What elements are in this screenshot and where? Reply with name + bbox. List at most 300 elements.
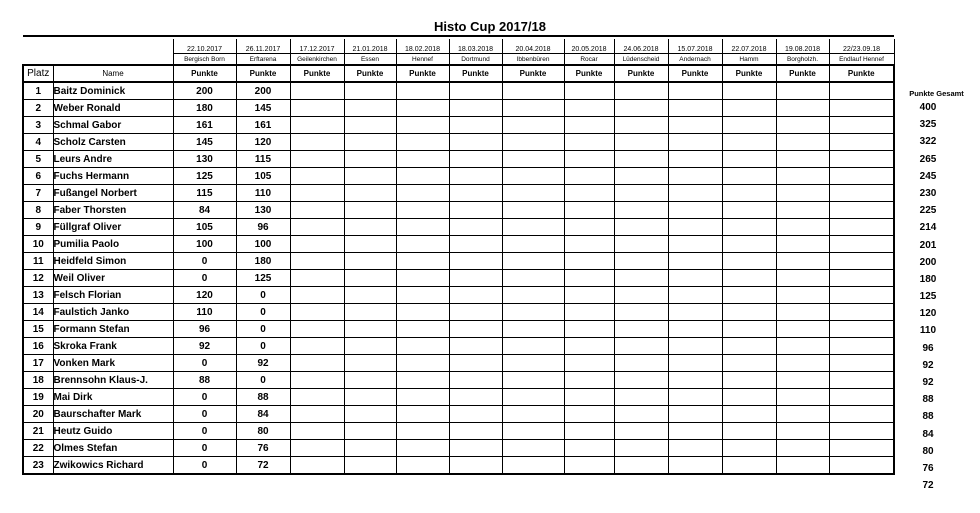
empty-points-cell: [564, 236, 614, 253]
event-date: 20.04.2018: [502, 39, 564, 54]
empty-points-cell: [614, 440, 668, 457]
total-points-header: Punkte Gesamt: [909, 89, 964, 98]
points-cell: 0: [173, 355, 236, 372]
empty-points-cell: [614, 372, 668, 389]
rank-cell: 21: [23, 423, 53, 440]
event-venue: Hamm: [722, 54, 776, 66]
empty-points-cell: [396, 321, 449, 338]
name-cell: Mai Dirk: [53, 389, 173, 406]
name-cell: Vonken Mark: [53, 355, 173, 372]
event-date: 26.11.2017: [236, 39, 290, 54]
empty-points-cell: [449, 185, 502, 202]
empty-points-cell: [829, 355, 894, 372]
empty-points-cell: [290, 219, 344, 236]
empty-points-cell: [344, 219, 396, 236]
empty-points-cell: [829, 134, 894, 151]
empty-points-cell: [344, 287, 396, 304]
total-points-value: 76: [922, 462, 934, 474]
empty-points-cell: [722, 372, 776, 389]
punkte-header: Punkte: [614, 65, 668, 82]
event-date: 18.03.2018: [449, 39, 502, 54]
empty-points-cell: [396, 117, 449, 134]
points-cell: 100: [173, 236, 236, 253]
empty-points-cell: [722, 406, 776, 423]
empty-points-cell: [564, 253, 614, 270]
empty-points-cell: [344, 304, 396, 321]
empty-points-cell: [564, 82, 614, 100]
empty-points-cell: [344, 117, 396, 134]
table-row: [23, 100, 894, 117]
empty-points-cell: [776, 82, 829, 100]
empty-points-cell: [290, 406, 344, 423]
empty-points-cell: [614, 151, 668, 168]
total-points-value: 110: [919, 325, 937, 337]
empty-points-cell: [776, 406, 829, 423]
points-cell: 0: [236, 321, 290, 338]
points-cell: 88: [236, 389, 290, 406]
event-date: 17.12.2017: [290, 39, 344, 54]
empty-points-cell: [564, 219, 614, 236]
event-date: 21.01.2018: [344, 39, 396, 54]
empty-points-cell: [344, 440, 396, 457]
empty-points-cell: [502, 270, 564, 287]
empty-points-cell: [344, 185, 396, 202]
empty-points-cell: [564, 321, 614, 338]
punkte-header: Punkte: [396, 65, 449, 82]
empty-points-cell: [776, 287, 829, 304]
empty-points-cell: [564, 355, 614, 372]
table-row: [23, 236, 894, 253]
empty-points-cell: [396, 406, 449, 423]
empty-points-cell: [396, 372, 449, 389]
empty-points-cell: [449, 321, 502, 338]
empty-points-cell: [776, 440, 829, 457]
empty-points-cell: [829, 151, 894, 168]
empty-points-cell: [290, 202, 344, 219]
empty-points-cell: [564, 457, 614, 475]
name-cell: Faber Thorsten: [53, 202, 173, 219]
empty-points-cell: [502, 236, 564, 253]
points-cell: 161: [236, 117, 290, 134]
empty-points-cell: [776, 253, 829, 270]
empty-points-cell: [502, 440, 564, 457]
empty-points-cell: [722, 457, 776, 475]
total-points-value: 214: [919, 222, 937, 234]
rank-cell: 16: [23, 338, 53, 355]
empty-points-cell: [668, 287, 722, 304]
empty-points-cell: [449, 304, 502, 321]
event-date: 22.10.2017: [173, 39, 236, 54]
empty-points-cell: [564, 168, 614, 185]
table-row: [23, 253, 894, 270]
table-row: [23, 338, 894, 355]
empty-points-cell: [502, 82, 564, 100]
table-row: [23, 117, 894, 134]
empty-points-cell: [290, 338, 344, 355]
table-row: [23, 202, 894, 219]
rank-cell: 3: [23, 117, 53, 134]
name-cell: Heidfeld Simon: [53, 253, 173, 270]
event-date: 24.06.2018: [614, 39, 668, 54]
points-cell: 0: [173, 270, 236, 287]
spacer: [23, 39, 173, 54]
empty-points-cell: [668, 185, 722, 202]
rank-cell: 15: [23, 321, 53, 338]
empty-points-cell: [829, 117, 894, 134]
empty-points-cell: [776, 185, 829, 202]
empty-points-cell: [564, 151, 614, 168]
event-venue: Dortmund: [449, 54, 502, 66]
total-points-value: 180: [919, 273, 937, 285]
empty-points-cell: [344, 406, 396, 423]
empty-points-cell: [290, 100, 344, 117]
empty-points-cell: [344, 423, 396, 440]
empty-points-cell: [614, 236, 668, 253]
empty-points-cell: [614, 287, 668, 304]
empty-points-cell: [502, 457, 564, 475]
event-venue: Rocar: [564, 54, 614, 66]
empty-points-cell: [614, 355, 668, 372]
empty-points-cell: [396, 338, 449, 355]
rank-cell: 2: [23, 100, 53, 117]
name-cell: Fußangel Norbert: [53, 185, 173, 202]
table-row: [23, 440, 894, 457]
empty-points-cell: [564, 134, 614, 151]
empty-points-cell: [614, 82, 668, 100]
event-venue: Erftarena: [236, 54, 290, 66]
total-points-value: 265: [919, 153, 937, 165]
empty-points-cell: [344, 321, 396, 338]
empty-points-cell: [344, 151, 396, 168]
punkte-header: Punkte: [564, 65, 614, 82]
empty-points-cell: [776, 372, 829, 389]
empty-points-cell: [668, 253, 722, 270]
empty-points-cell: [668, 168, 722, 185]
empty-points-cell: [449, 202, 502, 219]
empty-points-cell: [829, 457, 894, 475]
empty-points-cell: [668, 82, 722, 100]
empty-points-cell: [829, 389, 894, 406]
empty-points-cell: [290, 287, 344, 304]
empty-points-cell: [776, 236, 829, 253]
empty-points-cell: [290, 321, 344, 338]
empty-points-cell: [614, 117, 668, 134]
empty-points-cell: [449, 270, 502, 287]
total-points-value: 125: [919, 291, 937, 303]
empty-points-cell: [396, 82, 449, 100]
empty-points-cell: [449, 372, 502, 389]
name-cell: Faulstich Janko: [53, 304, 173, 321]
empty-points-cell: [722, 82, 776, 100]
name-cell: Brennsohn Klaus-J.: [53, 372, 173, 389]
rank-cell: 10: [23, 236, 53, 253]
points-cell: 110: [173, 304, 236, 321]
points-cell: 80: [236, 423, 290, 440]
empty-points-cell: [502, 100, 564, 117]
points-cell: 161: [173, 117, 236, 134]
name-header: Name: [53, 65, 173, 82]
rank-cell: 11: [23, 253, 53, 270]
name-cell: Formann Stefan: [53, 321, 173, 338]
empty-points-cell: [722, 423, 776, 440]
empty-points-cell: [829, 321, 894, 338]
event-date-row: [23, 39, 894, 54]
empty-points-cell: [668, 355, 722, 372]
empty-points-cell: [722, 134, 776, 151]
punkte-header: Punkte: [173, 65, 236, 82]
empty-points-cell: [344, 457, 396, 475]
empty-points-cell: [290, 82, 344, 100]
empty-points-cell: [722, 321, 776, 338]
event-date: 22/23.09.18: [829, 39, 894, 54]
empty-points-cell: [776, 304, 829, 321]
points-cell: 105: [173, 219, 236, 236]
empty-points-cell: [290, 117, 344, 134]
empty-points-cell: [722, 389, 776, 406]
total-points-value: 120: [919, 308, 937, 320]
empty-points-cell: [449, 151, 502, 168]
total-points-value: 322: [919, 136, 937, 148]
points-cell: 200: [236, 82, 290, 100]
points-cell: 120: [173, 287, 236, 304]
empty-points-cell: [564, 117, 614, 134]
empty-points-cell: [668, 100, 722, 117]
table-row: [23, 287, 894, 304]
empty-points-cell: [502, 151, 564, 168]
empty-points-cell: [290, 253, 344, 270]
event-venue-row: [23, 54, 894, 66]
empty-points-cell: [668, 236, 722, 253]
empty-points-cell: [776, 202, 829, 219]
empty-points-cell: [449, 355, 502, 372]
empty-points-cell: [564, 440, 614, 457]
rank-cell: 8: [23, 202, 53, 219]
empty-points-cell: [344, 236, 396, 253]
empty-points-cell: [396, 236, 449, 253]
punkte-header: Punkte: [236, 65, 290, 82]
table-row: [23, 406, 894, 423]
empty-points-cell: [290, 457, 344, 475]
empty-points-cell: [449, 100, 502, 117]
empty-points-cell: [614, 100, 668, 117]
empty-points-cell: [564, 304, 614, 321]
empty-points-cell: [290, 304, 344, 321]
empty-points-cell: [344, 82, 396, 100]
empty-points-cell: [614, 406, 668, 423]
empty-points-cell: [564, 270, 614, 287]
event-date: 22.07.2018: [722, 39, 776, 54]
rank-cell: 18: [23, 372, 53, 389]
event-venue: Geilenkirchen: [290, 54, 344, 66]
empty-points-cell: [396, 219, 449, 236]
empty-points-cell: [614, 338, 668, 355]
empty-points-cell: [449, 236, 502, 253]
table-row: [23, 270, 894, 287]
empty-points-cell: [776, 219, 829, 236]
rank-cell: 23: [23, 457, 53, 475]
total-points-value: 80: [922, 445, 934, 457]
empty-points-cell: [829, 219, 894, 236]
points-cell: 125: [173, 168, 236, 185]
points-cell: 145: [173, 134, 236, 151]
empty-points-cell: [722, 287, 776, 304]
empty-points-cell: [668, 372, 722, 389]
table-row: [23, 82, 894, 100]
empty-points-cell: [668, 423, 722, 440]
empty-points-cell: [290, 270, 344, 287]
empty-points-cell: [290, 185, 344, 202]
name-cell: Scholz Carsten: [53, 134, 173, 151]
table-row: [23, 389, 894, 406]
empty-points-cell: [829, 372, 894, 389]
points-cell: 115: [173, 185, 236, 202]
total-points-value: 88: [922, 394, 934, 406]
empty-points-cell: [344, 355, 396, 372]
empty-points-cell: [722, 253, 776, 270]
points-cell: 0: [173, 253, 236, 270]
points-cell: 0: [236, 338, 290, 355]
empty-points-cell: [614, 270, 668, 287]
empty-points-cell: [776, 321, 829, 338]
empty-points-cell: [614, 457, 668, 475]
empty-points-cell: [614, 304, 668, 321]
empty-points-cell: [396, 270, 449, 287]
empty-points-cell: [396, 168, 449, 185]
empty-points-cell: [614, 321, 668, 338]
empty-points-cell: [668, 389, 722, 406]
empty-points-cell: [502, 185, 564, 202]
points-cell: 130: [236, 202, 290, 219]
empty-points-cell: [344, 100, 396, 117]
empty-points-cell: [829, 168, 894, 185]
name-cell: Olmes Stefan: [53, 440, 173, 457]
empty-points-cell: [829, 270, 894, 287]
empty-points-cell: [722, 355, 776, 372]
points-cell: 110: [236, 185, 290, 202]
name-cell: Fuchs Hermann: [53, 168, 173, 185]
empty-points-cell: [829, 423, 894, 440]
empty-points-cell: [668, 270, 722, 287]
total-points-column: [893, 99, 963, 494]
empty-points-cell: [668, 440, 722, 457]
empty-points-cell: [722, 202, 776, 219]
points-cell: 96: [236, 219, 290, 236]
empty-points-cell: [396, 423, 449, 440]
rank-cell: 14: [23, 304, 53, 321]
name-cell: Felsch Florian: [53, 287, 173, 304]
points-cell: 92: [173, 338, 236, 355]
empty-points-cell: [564, 389, 614, 406]
empty-points-cell: [776, 457, 829, 475]
empty-points-cell: [502, 321, 564, 338]
platz-header: Platz: [23, 65, 53, 82]
event-date: 20.05.2018: [564, 39, 614, 54]
rank-cell: 6: [23, 168, 53, 185]
rank-cell: 1: [23, 82, 53, 100]
empty-points-cell: [668, 117, 722, 134]
points-cell: 105: [236, 168, 290, 185]
empty-points-cell: [776, 151, 829, 168]
empty-points-cell: [722, 440, 776, 457]
empty-points-cell: [449, 134, 502, 151]
empty-points-cell: [396, 304, 449, 321]
points-cell: 0: [173, 457, 236, 475]
empty-points-cell: [722, 117, 776, 134]
empty-points-cell: [396, 457, 449, 475]
points-cell: 0: [236, 287, 290, 304]
name-cell: Baitz Dominick: [53, 82, 173, 100]
rank-cell: 19: [23, 389, 53, 406]
empty-points-cell: [396, 134, 449, 151]
empty-points-cell: [502, 304, 564, 321]
empty-points-cell: [614, 389, 668, 406]
punkte-header: Punkte: [290, 65, 344, 82]
empty-points-cell: [564, 406, 614, 423]
empty-points-cell: [564, 185, 614, 202]
empty-points-cell: [290, 355, 344, 372]
points-cell: 84: [173, 202, 236, 219]
empty-points-cell: [396, 151, 449, 168]
points-cell: 76: [236, 440, 290, 457]
empty-points-cell: [290, 372, 344, 389]
table-row: [23, 321, 894, 338]
empty-points-cell: [829, 304, 894, 321]
empty-points-cell: [776, 355, 829, 372]
rank-cell: 17: [23, 355, 53, 372]
table-row: [23, 372, 894, 389]
empty-points-cell: [396, 355, 449, 372]
name-cell: Zwikowics Richard: [53, 457, 173, 475]
empty-points-cell: [344, 134, 396, 151]
total-points-value: 88: [922, 411, 934, 423]
empty-points-cell: [290, 423, 344, 440]
rank-cell: 7: [23, 185, 53, 202]
event-date: 15.07.2018: [668, 39, 722, 54]
empty-points-cell: [668, 134, 722, 151]
points-cell: 0: [173, 440, 236, 457]
points-cell: 145: [236, 100, 290, 117]
page-title: Histo Cup 2017/18: [434, 19, 546, 34]
total-points-value: 400: [919, 102, 937, 113]
punkte-header: Punkte: [776, 65, 829, 82]
empty-points-cell: [722, 151, 776, 168]
empty-points-cell: [668, 219, 722, 236]
points-cell: 84: [236, 406, 290, 423]
rank-cell: 4: [23, 134, 53, 151]
empty-points-cell: [502, 117, 564, 134]
empty-points-cell: [668, 151, 722, 168]
event-venue: Essen: [344, 54, 396, 66]
empty-points-cell: [564, 100, 614, 117]
empty-points-cell: [829, 287, 894, 304]
table-row: [23, 134, 894, 151]
rank-cell: 20: [23, 406, 53, 423]
empty-points-cell: [722, 236, 776, 253]
empty-points-cell: [290, 389, 344, 406]
table-row: [23, 185, 894, 202]
empty-points-cell: [668, 457, 722, 475]
table-row: [23, 304, 894, 321]
empty-points-cell: [614, 253, 668, 270]
empty-points-cell: [722, 168, 776, 185]
name-cell: Skroka Frank: [53, 338, 173, 355]
total-points-value: 230: [919, 187, 937, 199]
empty-points-cell: [614, 168, 668, 185]
standings-table: [22, 35, 895, 475]
name-cell: Schmal Gabor: [53, 117, 173, 134]
empty-points-cell: [344, 389, 396, 406]
total-points-value: 201: [919, 239, 937, 251]
